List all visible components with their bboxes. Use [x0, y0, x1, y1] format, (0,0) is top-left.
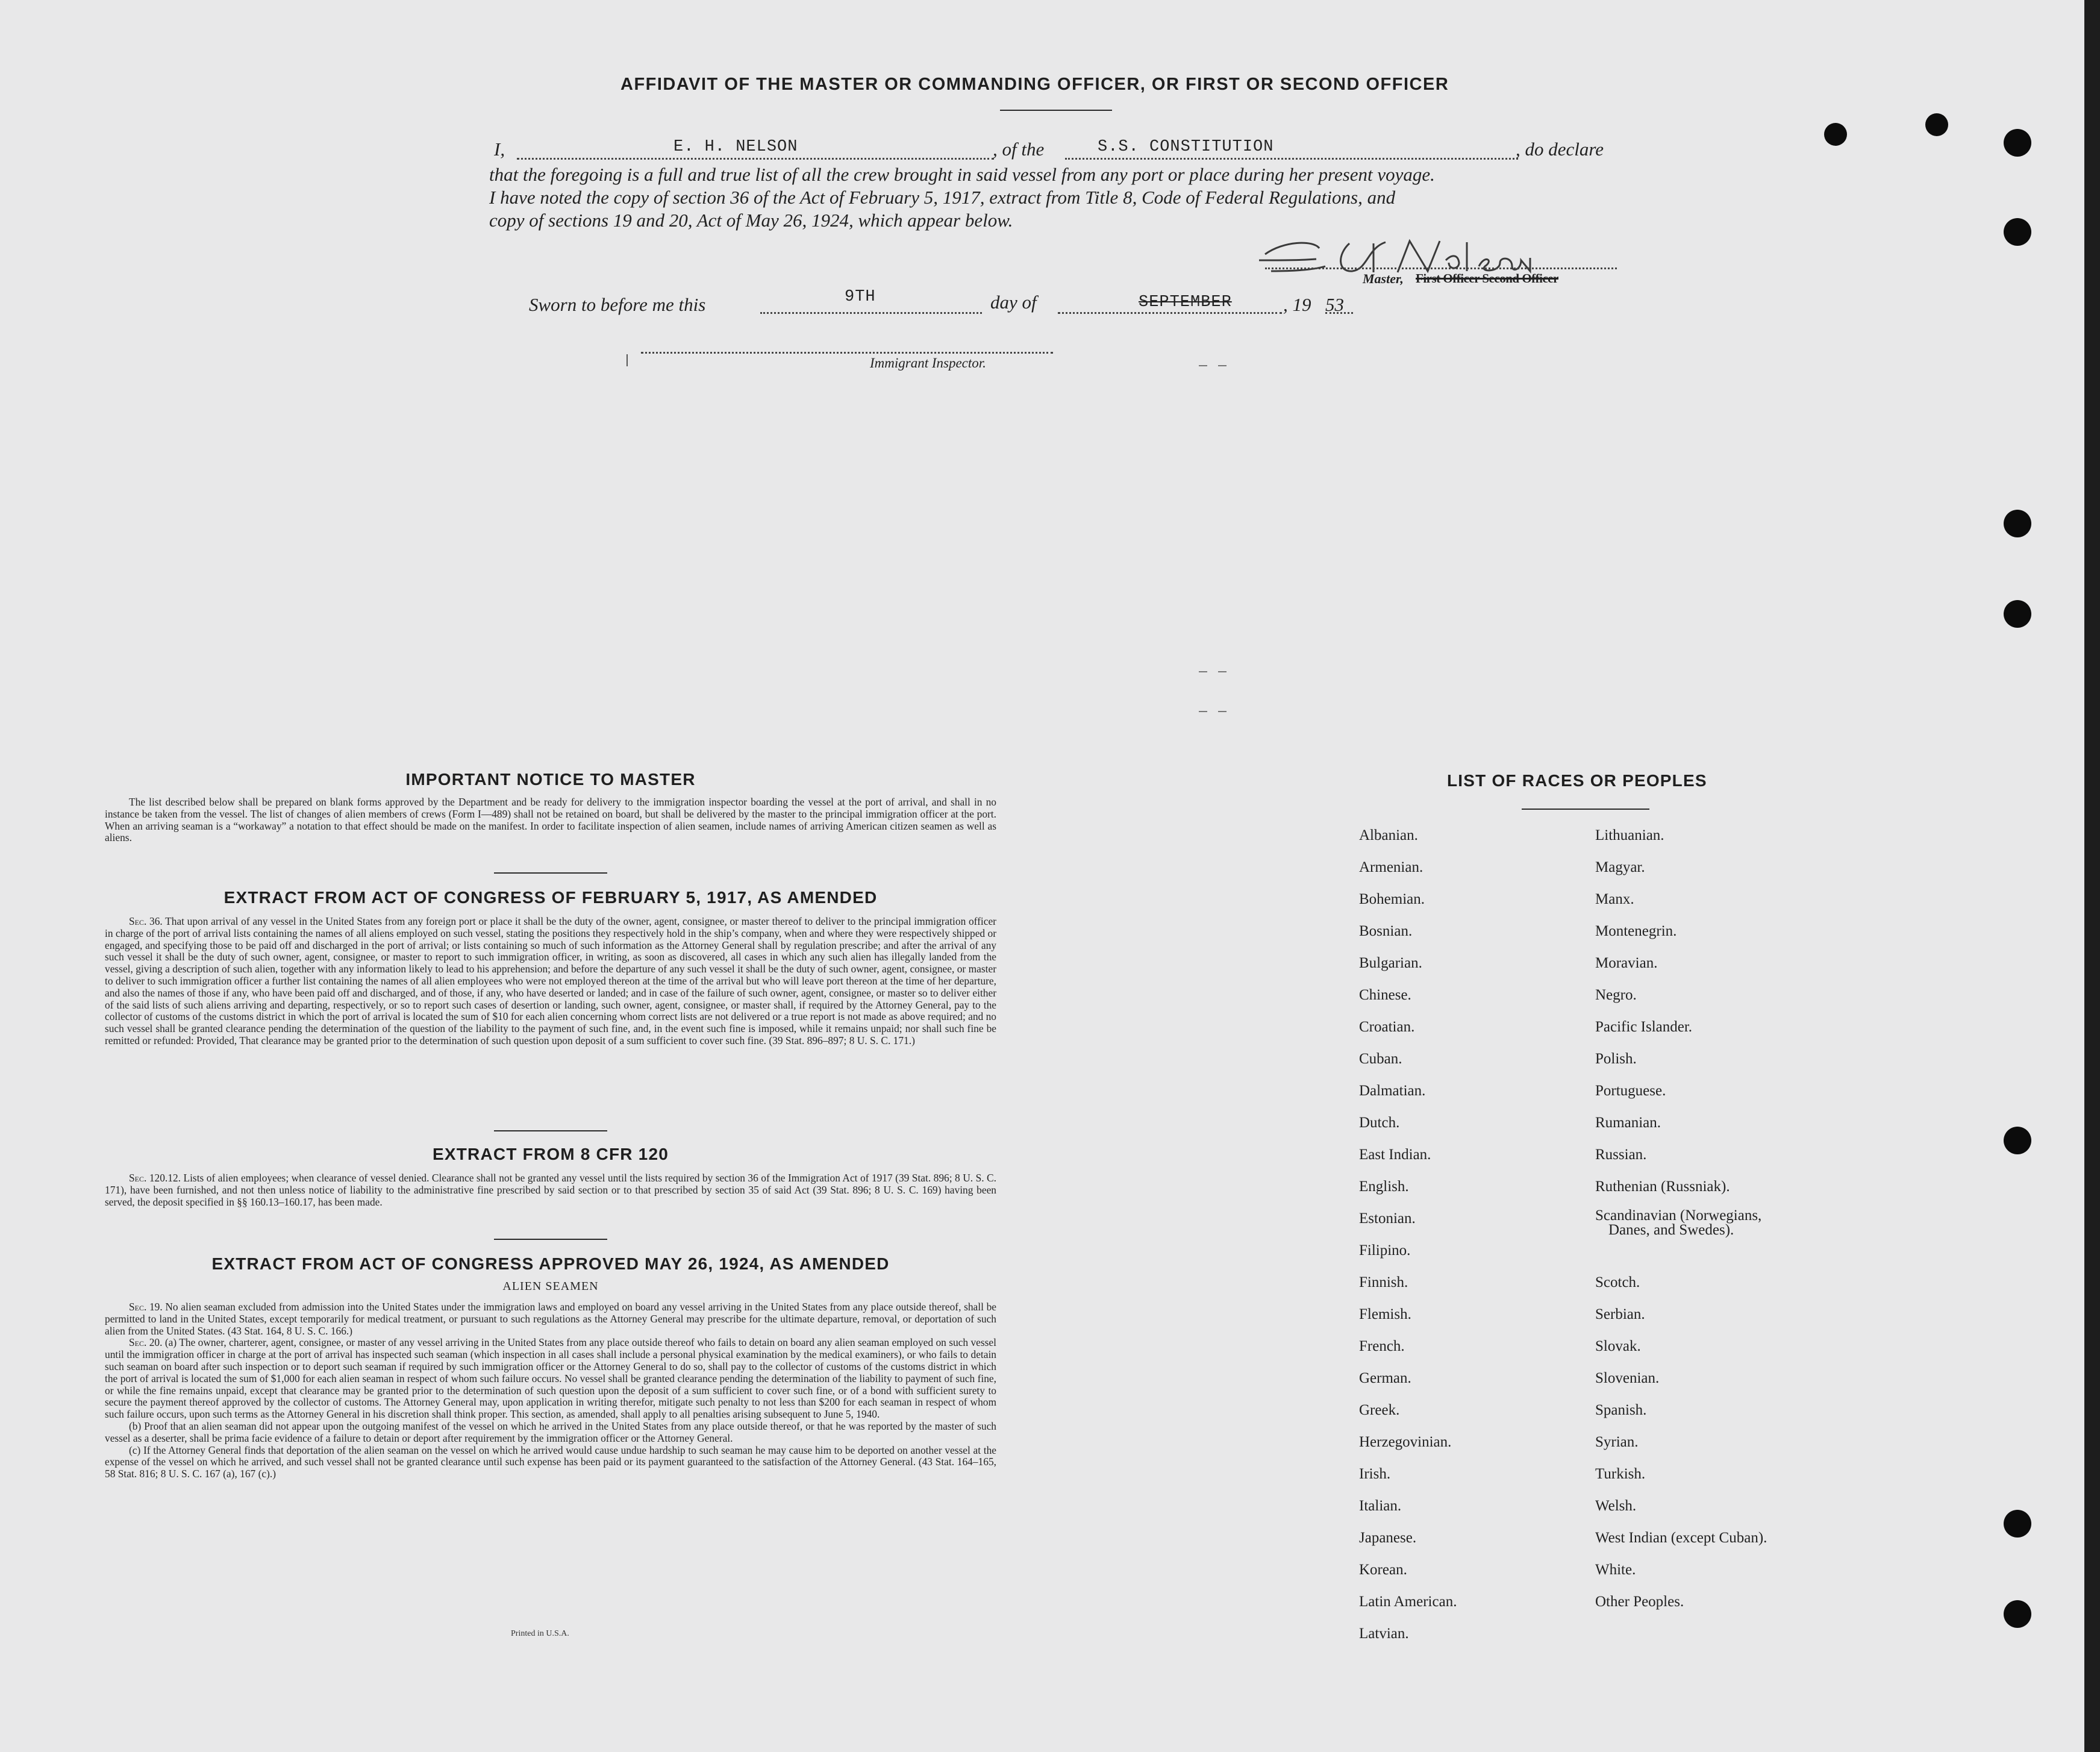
- inspector-line-mark: [627, 354, 628, 366]
- registration-mark: [1199, 671, 1207, 672]
- struck-officer-label: First Officer Second Officer: [1416, 271, 1558, 286]
- master-label: Master,: [1363, 271, 1404, 286]
- race-item: White.: [1595, 1562, 1636, 1578]
- race-item: Scotch.: [1595, 1274, 1640, 1291]
- registration-mark: [1218, 711, 1227, 712]
- extract-1917-rule: [494, 1130, 607, 1131]
- punch-hole: [2004, 129, 2031, 157]
- race-item: Rumanian.: [1595, 1115, 1661, 1131]
- race-item: Serbian.: [1595, 1306, 1645, 1322]
- master-name-value: E. H. NELSON: [673, 138, 798, 156]
- sec-36-text: That upon arrival of any vessel in the United States from any foreign port or place it shall be the duty of the owner, agent, consignee, or master thereof to deliver to the principal immigration officer in charge of the port of arrival lists containing the names of all aliens employed on such vessel, stating the positions they respectively hold in the ship’s company, when and where they were respectively shipped or engaged, and specifying those to be paid off and discharged in the port of arrival; or lists containing so much of such information as the Attorney General shall by regulation prescribe; and after the arrival of any such vessel it shall be the duty of such owner, agent, consignee, or master to report to such immigration officer, in writing, as soon as discovered, all cases in which any such alien has illegally landed from the vessel, giving a description of such alien, together with any information likely to lead to his apprehension; and before the departure of any such vessel it shall be the duty of such owner, agent, consignee, or master to deliver to such immigration officer a further list containing the names of all alien employees who were not employed thereon at the time of the arrival but who will leave port thereon at the time of her departure, and also the names of those if any, who have been paid off and discharged, and of those, if any, who have deserted or landed; and in case of the failure of such owner, agent, consignee, or master so to deliver either of the said lists of such aliens arriving and departing, respectively, or so to report such cases of desertion or landing, such owner, agent, consignee, or master shall, if required by the Attorney General, pay to the collector of customs of the customs district in which the port of arrival is located the sum of $10 for each alien concerning whom correct lists are not delivered or a true report is not made as above required; and no such vessel shall be granted clearance pending the determination of the question of the liability to the payment of such fine, and, in the event such fine is imposed, while it remains unpaid; nor shall such fine be remitted or refunded: Provided, That clearance may be granted prior to the determination of such question upon deposit of a sum sufficient to cover such fine. (39 Stat. 896–897; 8 U. S. C. 171.): [105, 915, 996, 1047]
- registration-mark: [1218, 365, 1227, 366]
- race-item: Moravian.: [1595, 955, 1658, 971]
- race-item: Danes, and Swedes).: [1608, 1222, 1734, 1238]
- extract-cfr-heading: EXTRACT FROM 8 CFR 120: [433, 1145, 669, 1163]
- registration-mark: [1218, 671, 1227, 672]
- race-item: Korean.: [1359, 1562, 1407, 1578]
- registration-mark: [1199, 365, 1207, 366]
- race-item: Dutch.: [1359, 1115, 1400, 1131]
- do-declare-label: , do declare: [1516, 139, 1604, 160]
- race-item: Welsh.: [1595, 1498, 1637, 1514]
- race-item: Bosnian.: [1359, 923, 1413, 939]
- affidavit-line-4: copy of sections 19 and 20, Act of May 26, 1924, which appear below.: [489, 210, 1013, 231]
- race-item: Italian.: [1359, 1498, 1402, 1514]
- affidavit-title: AFFIDAVIT OF THE MASTER OR COMMANDING OFFICER, OR FIRST OR SECOND OFFICER: [620, 75, 1449, 94]
- race-item: Lithuanian.: [1595, 827, 1664, 843]
- race-item: Slovenian.: [1595, 1370, 1660, 1386]
- sec-120-text: Lists of alien employees; when clearance of vessel denied. Clearance shall not be granted any vessel until the lists required by section 36 of the Immigration Act of 1917 (39 Stat. 896; 8 U. S. C. 171), have been furnished, and not then unless notice of liability to the administrative fine prescribed by said section or to that prescribed by section 35 of said Act (39 Stat. 896; 8 U. S. C. 169) having been served, the deposit specified in §§ 160.13–160.17, has been made.: [105, 1172, 996, 1208]
- notice-heading: IMPORTANT NOTICE TO MASTER: [405, 770, 696, 789]
- extract-1924-heading: EXTRACT FROM ACT OF CONGRESS APPROVED MAY 26, 1924, AS AMENDED: [211, 1254, 890, 1273]
- race-item: Manx.: [1595, 891, 1634, 907]
- race-item: Magyar.: [1595, 859, 1645, 875]
- sworn-day-value: 9TH: [845, 288, 876, 306]
- punch-hole: [2004, 1127, 2031, 1154]
- sec-120-label: Sec. 120.12.: [129, 1172, 181, 1184]
- of-the-label: , of the: [993, 139, 1045, 160]
- alien-seamen-subheading: ALIEN SEAMEN: [502, 1280, 599, 1293]
- sec-20a-text: (a) The owner, charterer, agent, consignee, or master of any vessel arriving in the United States from any place outside thereof who fails to detain on board any alien seaman employed on such vessel until the immigration officer in charge at the port of arrival has inspected such seaman (which inspection in all cases shall include a personal physical examination by the medical examiners), or who fails to detain such seaman on board after such inspection or to deport such seaman if required by such immigration officer or the Attorney General to do so, shall pay to the collector of customs of the customs district in which the port of arrival is located the sum of $1,000 for each alien seaman in respect of whom such failure occurs. No vessel shall be granted clearance pending the determination of the liability to payment of such fine, or while the fine remains unpaid, except that clearance may be granted prior to the determination of such question upon the deposit of a sum sufficient to cover such fine, or of a bond with sufficient surety to secure the payment thereof approved by the collector of customs. The Attorney General may, upon application in writing therefor, mitigate such penalty to not less than $200 for each seaman in respect of whom such failure occurs, upon such terms as the Attorney General in his discretion shall think proper. This section, as amended, shall apply to all penalties arising subsequent to June 5, 1940.: [105, 1336, 996, 1421]
- race-item: Syrian.: [1595, 1434, 1639, 1450]
- race-item: Scandinavian (Norwegians,: [1595, 1207, 1762, 1224]
- race-item: French.: [1359, 1338, 1405, 1354]
- punch-hole: [2004, 1600, 2031, 1628]
- affidavit-line-2: that the foregoing is a full and true list of all the crew brought in said vessel from any port or place during her present voyage.: [489, 164, 1435, 185]
- scan-edge: [2084, 0, 2100, 1752]
- races-left-column: [1359, 819, 1457, 1650]
- sworn-month-value: SEPTEMBER: [1139, 293, 1232, 311]
- race-item: Finnish.: [1359, 1274, 1408, 1291]
- races-heading: LIST OF RACES OR PEOPLES: [1447, 771, 1707, 790]
- punch-hole: [2004, 600, 2031, 628]
- sec-20b-text: (b) Proof that an alien seaman did not appear upon the outgoing manifest of the vessel on which he arrived in the United States from any place outside thereof, or that he was reported by the master of such vessel as a deserter, shall be prima facie evidence of a failure to detain or deport after requirement by the immigration officer or the Attorney General.: [105, 1419, 996, 1444]
- sec-20-label: Sec. 20.: [129, 1336, 163, 1349]
- day-dotted-line: [760, 312, 982, 314]
- race-item: Ruthenian (Russniak).: [1595, 1178, 1730, 1195]
- race-item: Armenian.: [1359, 859, 1423, 875]
- signature-dotted-line: [1265, 267, 1617, 269]
- vessel-dotted-line: [1065, 158, 1518, 160]
- race-item: West Indian (except Cuban).: [1595, 1530, 1767, 1546]
- title-rule: [1000, 110, 1112, 111]
- day-of-label: day of: [990, 292, 1037, 313]
- race-item: Albanian.: [1359, 827, 1418, 843]
- extract-1917-body: [105, 916, 996, 1047]
- race-item: Bohemian.: [1359, 891, 1425, 907]
- registration-mark: [1199, 711, 1207, 712]
- sec-36-label: Sec. 36.: [129, 915, 163, 927]
- race-item-scandinavian: [1595, 1203, 1767, 1266]
- race-item: Latvian.: [1359, 1625, 1409, 1642]
- race-item: Herzegovinian.: [1359, 1434, 1452, 1450]
- races-rule: [1522, 809, 1649, 810]
- race-item: Dalmatian.: [1359, 1083, 1426, 1099]
- notice-body: [105, 796, 996, 844]
- race-item: Japanese.: [1359, 1530, 1417, 1546]
- race-item: Turkish.: [1595, 1466, 1646, 1482]
- race-item: Spanish.: [1595, 1402, 1647, 1418]
- race-item: Croatian.: [1359, 1019, 1415, 1035]
- race-item: German.: [1359, 1370, 1411, 1386]
- extract-cfr-body: [105, 1172, 996, 1208]
- affidavit-line-3: I have noted the copy of section 36 of the Act of February 5, 1917, extract from Title 8, Code of Federal Regulations, and: [489, 187, 1396, 208]
- punch-hole: [2004, 510, 2031, 537]
- race-item: Montenegrin.: [1595, 923, 1677, 939]
- sworn-year-value: 53: [1325, 294, 1344, 315]
- extract-1917-heading: EXTRACT FROM ACT OF CONGRESS OF FEBRUARY 5, 1917, AS AMENDED: [223, 888, 878, 907]
- race-item: Slovak.: [1595, 1338, 1641, 1354]
- inspector-dotted-line: [641, 352, 1053, 354]
- inspector-label: Immigrant Inspector.: [870, 355, 986, 371]
- race-item: Chinese.: [1359, 987, 1411, 1003]
- month-dotted-line: [1058, 312, 1282, 314]
- race-item: Irish.: [1359, 1466, 1391, 1482]
- race-item: Pacific Islander.: [1595, 1019, 1693, 1035]
- race-item: Flemish.: [1359, 1306, 1411, 1322]
- sec-19-label: Sec. 19.: [129, 1301, 163, 1313]
- race-item: Bulgarian.: [1359, 955, 1422, 971]
- sec-19-text: No alien seaman excluded from admission into the United States under the immigration laws and employed on board any vessel arriving in the United States from any place outside thereof, shall be permitted to land in the United States, except temporarily for medical treatment, or pursuant to such regulations as the Attorney General may prescribe for the ultimate departure, removal, or deportation of such alien from the United States. (43 Stat. 164, 8 U. S. C. 166.): [105, 1301, 996, 1337]
- year-prefix-label: , 19: [1283, 294, 1311, 315]
- race-item: Other Peoples.: [1595, 1594, 1684, 1610]
- vessel-name-value: S.S. CONSTITUTION: [1098, 138, 1274, 156]
- race-item: Russian.: [1595, 1147, 1647, 1163]
- extract-1924-body: [105, 1301, 996, 1480]
- notice-rule: [494, 872, 607, 874]
- extract-cfr-rule: [494, 1239, 607, 1240]
- race-item: Polish.: [1595, 1051, 1637, 1067]
- race-item: East Indian.: [1359, 1147, 1431, 1163]
- punch-hole: [2004, 218, 2031, 246]
- race-item: Portuguese.: [1595, 1083, 1666, 1099]
- punch-hole: [2004, 1510, 2031, 1538]
- name-dotted-line: [517, 158, 994, 160]
- races-right-column: [1595, 819, 1767, 1618]
- race-item: Estonian.: [1359, 1210, 1416, 1227]
- sworn-label: Sworn to before me this: [529, 294, 706, 315]
- punch-hole: [1824, 123, 1847, 146]
- race-item: Latin American.: [1359, 1594, 1457, 1610]
- race-item: Filipino.: [1359, 1242, 1411, 1259]
- i-label: I,: [494, 139, 505, 160]
- race-item: Negro.: [1595, 987, 1637, 1003]
- punch-hole: [1925, 113, 1948, 136]
- sec-20c-text: (c) If the Attorney General finds that deportation of the alien seaman on the vessel on which he arrived would cause undue hardship to such seaman he may cause him to be deported on another vessel at the expense of the vessel on which he arrived, and such vessel shall not be granted clearance until such expense has been paid or its payment guaranteed to the satisfaction of the Attorney General. (43 Stat. 164–165, 58 Stat. 816; 8 U. S. C. 167 (a), 167 (c).): [105, 1444, 996, 1480]
- race-item: English.: [1359, 1178, 1409, 1195]
- notice-text: The list described below shall be prepared on blank forms approved by the Department and be ready for delivery to the immigration inspector boarding the vessel at the port of arrival, and shall in no instance be taken from the vessel. The list of changes of alien members of crews (Form I—489) shall not be retained on board, but shall be delivered by the master to the principal immigration officer at the port. When an arriving seaman is a “workaway” a notation to that effect should be made on the manifest. In order to facilitate inspection of alien seamen, include names of arriving American citizen seamen as well as aliens.: [105, 796, 996, 844]
- race-item: Greek.: [1359, 1402, 1400, 1418]
- printed-in-usa: Printed in U.S.A.: [511, 1629, 569, 1638]
- race-item: Cuban.: [1359, 1051, 1402, 1067]
